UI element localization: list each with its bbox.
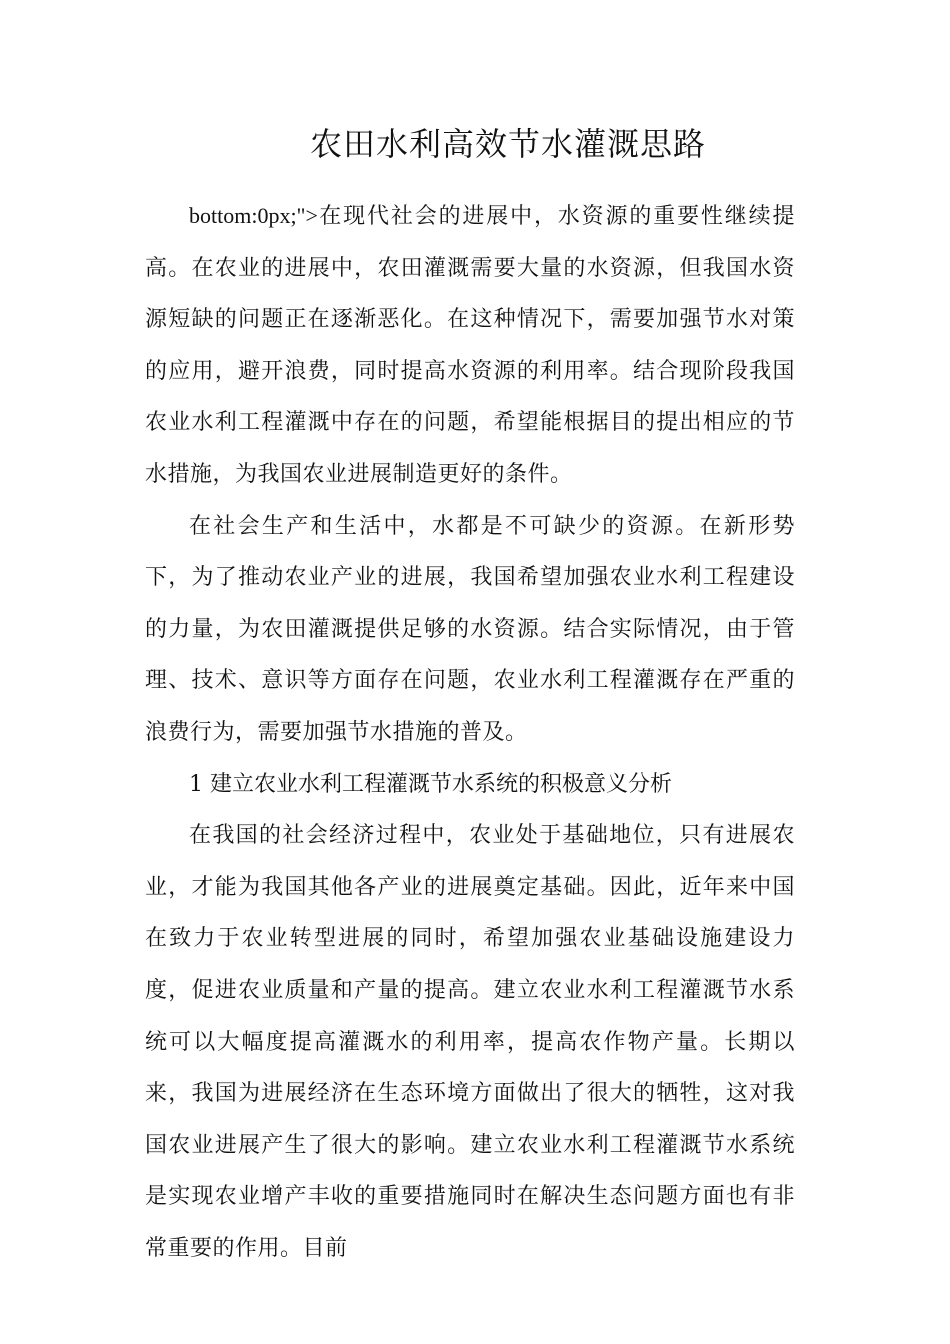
- section-heading: 1 建立农业水利工程灌溉节水系统的积极意义分析: [189, 771, 672, 797]
- intro-paragraph: [145, 190, 795, 501]
- intro-paragraph-text: 在现代社会的进展中，水资源的重要性继续提高。在农业的进展中，农田灌溉需要大量的水资源，但我国水资源短缺的问题正在逐渐恶化。在这种情况下，需要加强节水对策的应用，避开浪费，同时提高水资源的利用率。结合现阶段我国农业水利工程灌溉中存在的问题，希望能根据目的提出相应的节水措施，为我国农业进展制造更好的条件。: [145, 204, 795, 487]
- section-paragraph: 在我国的社会经济过程中，农业处于基础地位，只有进展农业，才能为我国其他各产业的进展奠定基础。因此，近年来中国在致力于农业转型进展的同时，希望加强农业基础设施建设力度，促进农业质量和产量的提高。建立农业水利工程灌溉节水系统可以大幅度提高灌溉水的利用率，提高农作物产量。长期以来，我国为进展经济在生态环境方面做出了很大的牺牲，这对我国农业进展产生了很大的影响。建立农业水利工程灌溉节水系统是实现农业增产丰收的重要措施同时在解决生态问题方面也有非常重要的作用。目前: [145, 823, 795, 1261]
- stray-markup-text: bottom:0px;">: [189, 203, 318, 228]
- document-body: [145, 190, 795, 1274]
- context-paragraph: 在社会生产和生活中，水都是不可缺少的资源。在新形势下，为了推动农业产业的进展，我国希望加强农业水利工程建设的力量，为农田灌溉提供足够的水资源。结合实际情况，由于管理、技术、意识等方面存在问题，农业水利工程灌溉存在严重的浪费行为，需要加强节水措施的普及。: [145, 513, 795, 745]
- document-title: 农田水利高效节水灌溉思路: [309, 125, 706, 163]
